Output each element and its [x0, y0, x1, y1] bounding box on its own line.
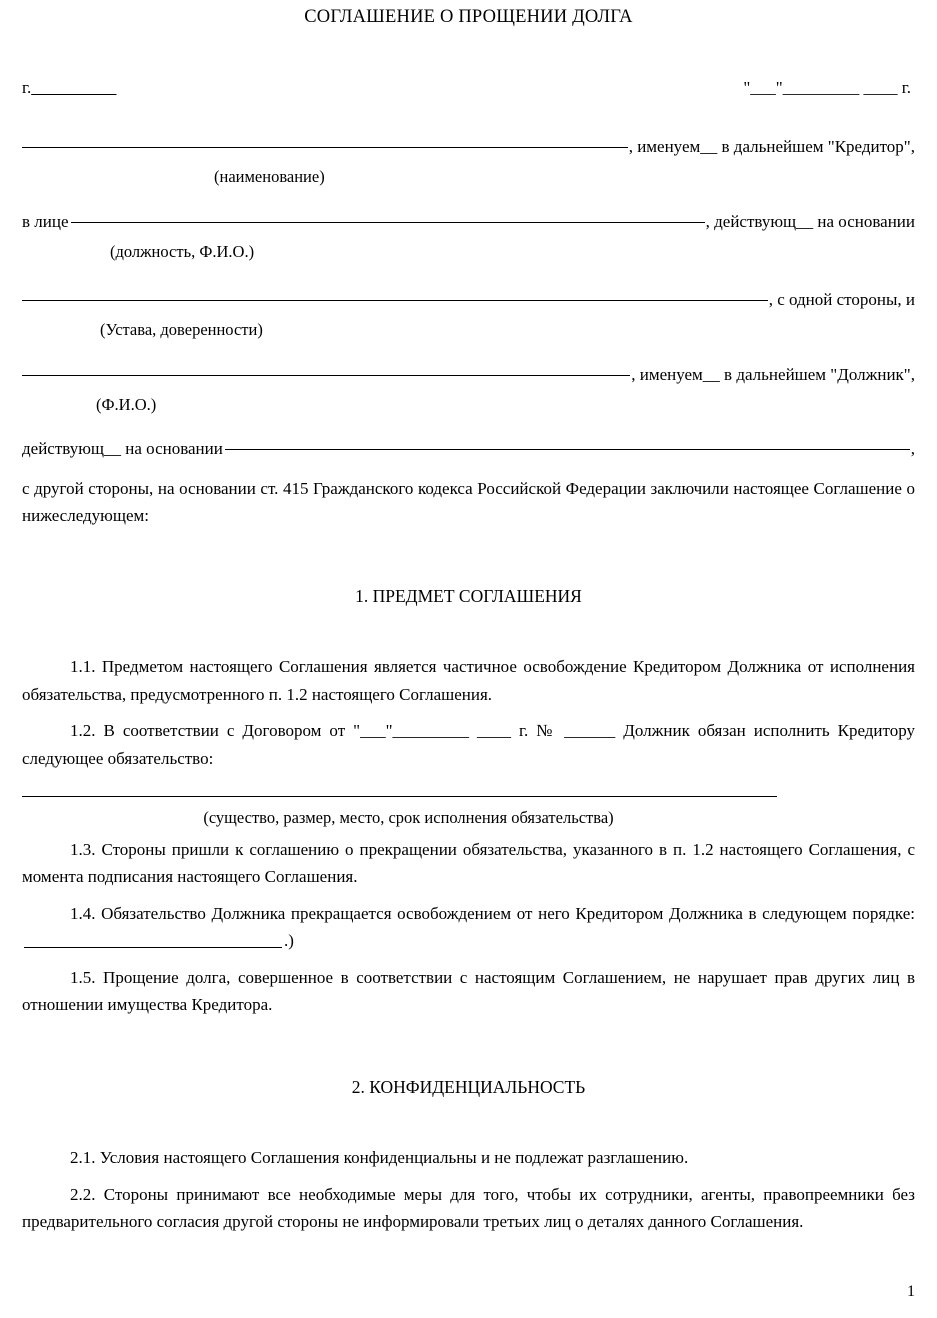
clause-1-4-tail: .)	[284, 931, 294, 951]
representative-line	[22, 213, 915, 230]
basis-caption: (Устава, доверенности)	[100, 319, 263, 339]
debtor-basis-blank	[225, 449, 910, 450]
debtor-name-caption: (Ф.И.О.)	[96, 395, 157, 414]
date-field: "___"_________ ____ г.	[743, 77, 911, 97]
page-title: СОГЛАШЕНИЕ О ПРОЩЕНИИ ДОЛГА	[304, 7, 633, 27]
clause-2-1: 2.1. Условия настоящего Соглашения конфиденциальны и не подлежат разглашению.	[70, 1148, 689, 1168]
clause-1-1: 1.1. Предметом настоящего Соглашения является частичное освобождение Кредитором Должника от исполнения обязательства, предусмотренного п. 1.2 настоящего Соглашения.	[22, 657, 915, 704]
clause-1-2-caption: (существо, размер, место, срок исполнения обязательства)	[203, 808, 614, 828]
city-field	[22, 79, 116, 96]
clause-1-4-blank	[24, 931, 282, 948]
representative-caption: (должность, Ф.И.О.)	[110, 242, 255, 261]
clause-1-3: 1.3. Стороны пришли к соглашению о прекращении обязательства, указанного в п. 1.2 настоящего Соглашения, с момента подписания настоящего Соглашения.	[22, 839, 915, 887]
debtor-name-blank	[22, 375, 630, 376]
city-blank: __________	[31, 77, 117, 97]
creditor-name-blank	[22, 147, 628, 148]
city-label: г.	[22, 77, 32, 97]
debtor-name-line	[22, 366, 915, 383]
clause-1-2: 1.2. В соответствии с Договором от "___"_________ ____ г. № ______ Должник обязан исполнить Кредитору следующее обязательство:	[22, 721, 915, 768]
creditor-name-line	[22, 138, 915, 155]
clause-2-2: 2.2. Стороны принимают все необходимые меры для того, чтобы их сотрудники, агенты, правопреемники без предварительного согласия другой стороны не информировали третьих лиц о деталях данного Соглашения.	[22, 1184, 915, 1232]
header-row	[22, 79, 915, 96]
creditor-name-tail: , именуем__ в дальнейшем "Кредитор",	[628, 136, 915, 156]
basis-line	[22, 291, 915, 308]
intro-paragraph: с другой стороны, на основании ст. 415 Гражданского кодекса Российской Федерации заключили настоящее Соглашение о нижеследующем:	[22, 478, 915, 526]
debtor-basis-lead: действующ__ на основании	[22, 438, 223, 458]
clause-1-5: 1.5. Прощение долга, совершенное в соответствии с настоящим Соглашением, не нарушает прав других лиц в отношении имущества Кредитора.	[22, 967, 915, 1015]
basis-tail: , с одной стороны, и	[768, 289, 915, 309]
representative-lead: в лице	[22, 212, 69, 231]
debtor-basis-line	[22, 440, 915, 457]
clause-1-2-blank	[22, 796, 777, 797]
representative-blank	[71, 222, 705, 223]
basis-blank	[22, 300, 768, 301]
clause-1-4	[22, 900, 915, 955]
representative-tail: , действующ__ на основании	[705, 212, 915, 231]
section-heading-2: 2. КОНФИДЕНЦИАЛЬНОСТЬ	[351, 1076, 586, 1097]
debtor-basis-tail: ,	[910, 438, 915, 458]
section-heading-1: 1. ПРЕДМЕТ СОГЛАШЕНИЯ	[355, 585, 582, 606]
debtor-name-tail: , именуем__ в дальнейшем "Должник",	[631, 365, 915, 384]
page-number: 1	[907, 1283, 915, 1300]
creditor-name-caption: (наименование)	[214, 166, 325, 186]
clause-1-4-text: 1.4. Обязательство Должника прекращается освобождением от него Кредитором Должника в следующем порядке:	[70, 903, 915, 923]
